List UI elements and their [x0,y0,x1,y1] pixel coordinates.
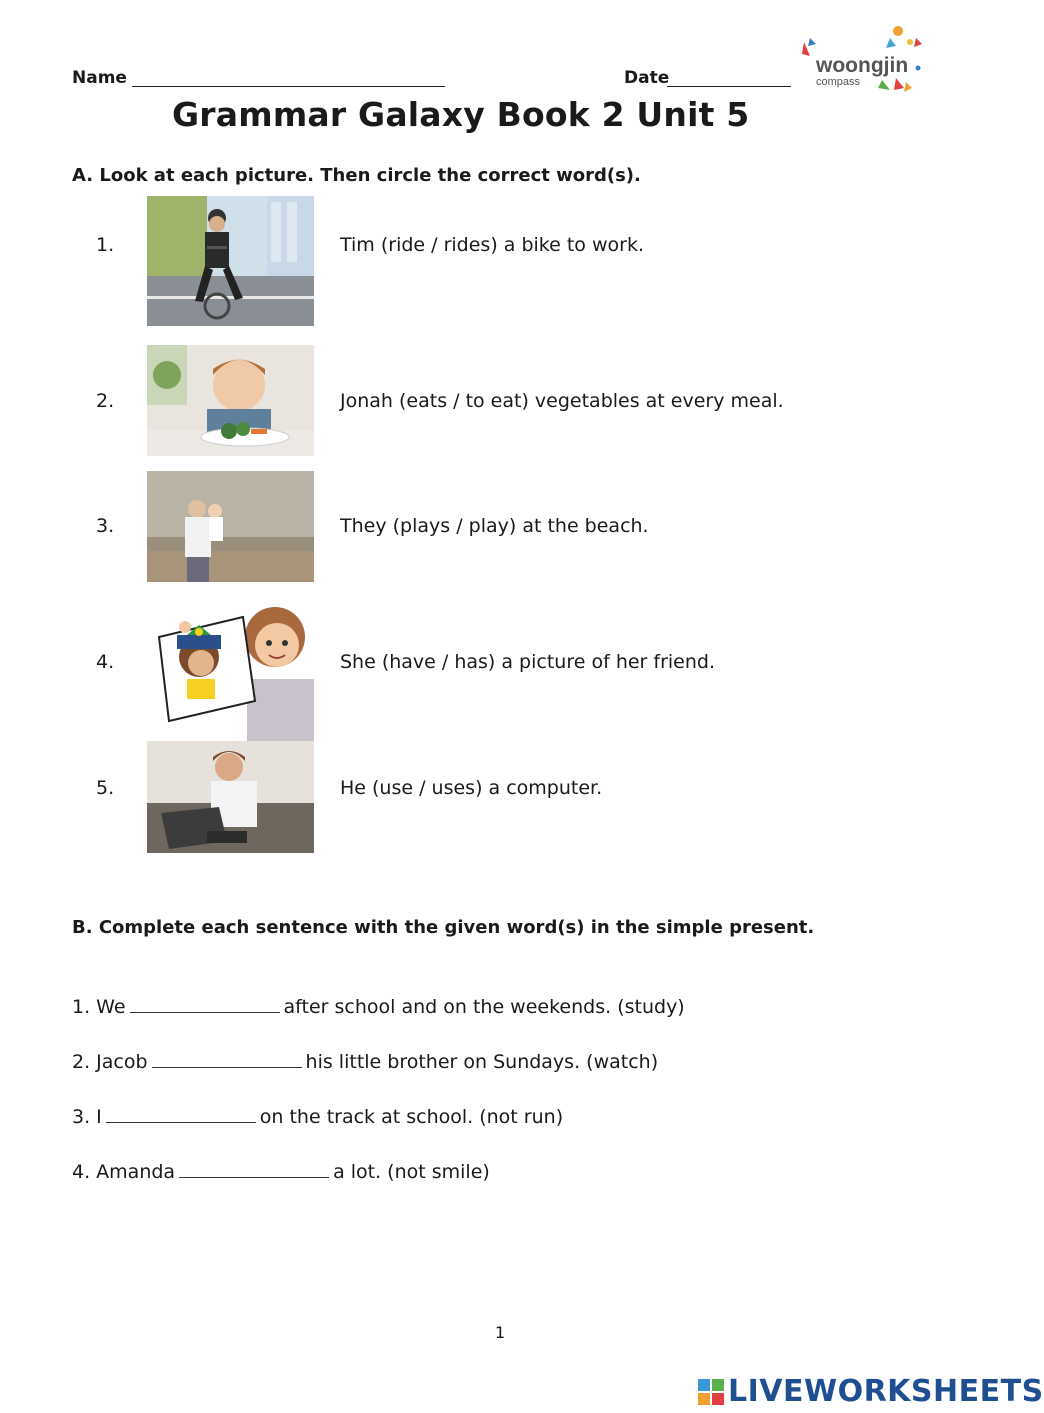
fill-in-row [72,996,685,1018]
name-label: Name [72,68,127,88]
father-child-beach-photo [147,471,314,582]
item-number: 4. [96,651,115,673]
answer-blank[interactable] [106,1122,256,1123]
date-line[interactable] [667,86,791,87]
date-label: Date [624,68,670,88]
fill-in-row [72,1106,563,1128]
row-tail-text: his little brother on Sundays. (watch) [305,1051,659,1073]
man-riding-bike-photo [147,196,314,326]
logo-wordmark: woongjin [816,54,909,77]
liveworksheets-logo[interactable] [698,1374,1044,1409]
name-line[interactable] [132,86,445,87]
item-number: 5. [96,777,115,799]
item-number: 1. [96,234,115,256]
page-number: 1 [495,1323,506,1342]
answer-blank[interactable] [130,1012,280,1013]
answer-blank[interactable] [179,1177,329,1178]
woongjin-logo [798,22,928,100]
logo-subtext: compass [816,76,861,88]
item-sentence: She (have / has) a picture of her friend. [340,651,716,673]
boy-with-vegetables-photo [147,345,314,456]
row-lead-text: 2. Jacob [72,1051,148,1073]
section-b-instruction: B. Complete each sentence with the given word(s) in the simple present. [72,917,815,938]
fill-in-row [72,1161,490,1183]
row-tail-text: a lot. (not smile) [333,1161,490,1183]
item-sentence: Jonah (eats / to eat) vegetables at every meal. [340,390,784,412]
item-sentence: They (plays / play) at the beach. [340,515,649,537]
answer-blank[interactable] [152,1067,302,1068]
boy-with-laptop-photo [147,741,314,853]
row-lead-text: 4. Amanda [72,1161,176,1183]
row-lead-text: 3. I [72,1106,102,1128]
girl-holding-picture-illustration [147,597,314,741]
row-tail-text: on the track at school. (not run) [259,1106,564,1128]
page-title: Grammar Galaxy Book 2 Unit 5 [172,95,750,134]
item-number: 3. [96,515,115,537]
item-number: 2. [96,390,115,412]
item-sentence: He (use / uses) a computer. [340,777,603,799]
liveworksheets-wordmark: LIVEWORKSHEETS [728,1374,1044,1409]
liveworksheets-icon [698,1379,724,1405]
section-a-instruction: A. Look at each picture. Then circle the correct word(s). [72,165,641,186]
item-sentence: Tim (ride / rides) a bike to work. [340,234,644,256]
fill-in-row [72,1051,658,1073]
row-tail-text: after school and on the weekends. (study) [283,996,685,1018]
row-lead-text: 1. We [72,996,126,1018]
